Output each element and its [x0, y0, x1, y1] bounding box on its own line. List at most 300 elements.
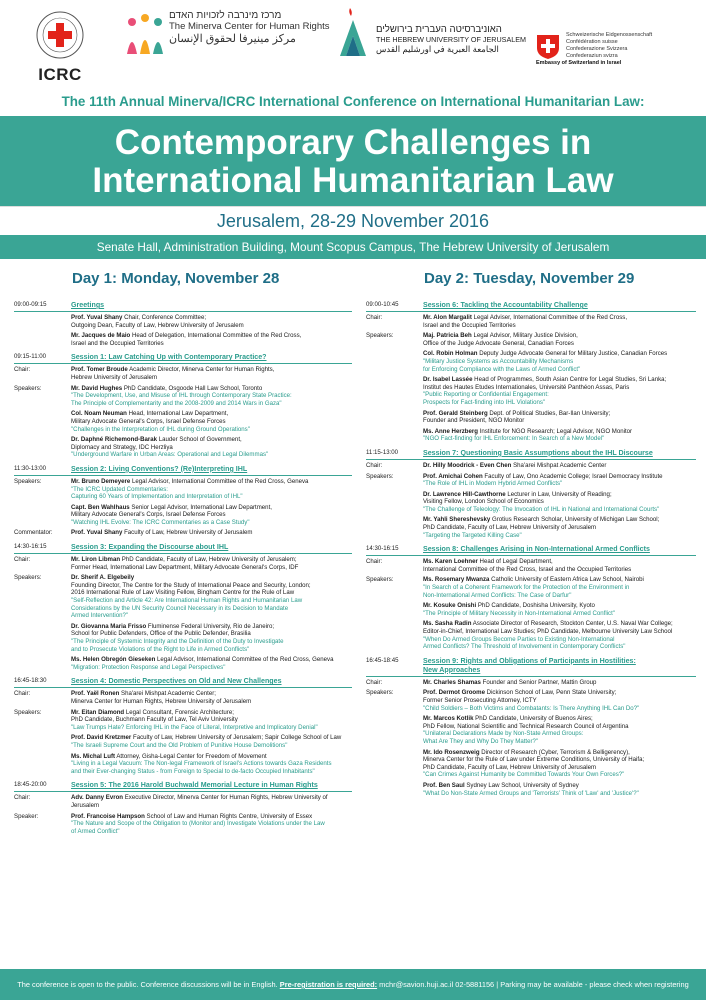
role-row [14, 709, 352, 779]
icrc-logo [20, 10, 100, 85]
talk-title: of Armed Conflict" [71, 827, 120, 835]
role-row [14, 385, 352, 462]
participant-name: Mr. Kosuke Onishi [423, 602, 477, 610]
participant-line [71, 366, 352, 374]
role-people [71, 794, 352, 812]
role-people [71, 529, 352, 540]
session-divider [366, 311, 696, 312]
session-title: Session 9: Rights and Obligations of Participants in Hostilities: [423, 656, 636, 665]
talk-title: Prospects for Fact-finding into IHL Violations" [423, 398, 546, 406]
participant-line [71, 813, 352, 821]
participant-line [423, 689, 696, 697]
participant-line [71, 753, 352, 761]
role-people [71, 813, 352, 839]
session-time: 11:15-13:00 [366, 448, 399, 456]
participant-name: Prof. Yuval Shany [71, 529, 123, 537]
participant-name: Ms. Anne Herzberg [423, 427, 478, 435]
session-title-wrap [71, 301, 352, 310]
participant-line [423, 350, 696, 358]
minerva-hebrew: מרכז מינרבה לזכויות האדם [169, 10, 282, 21]
talk-title: "Watching IHL Evolve: The ICRC Commentaries as a Case Study" [71, 518, 250, 526]
participant-affiliation: Minerva Center for the Rule of Law under Extreme Conditions, University of Haifa; [423, 756, 645, 764]
day2-column [366, 270, 696, 803]
participant [423, 602, 696, 617]
session-header-row [366, 545, 696, 554]
participant-line [423, 602, 696, 610]
session-header-row [366, 449, 696, 458]
huji-english: THE HEBREW UNIVERSITY OF JERUSALEM [376, 35, 527, 44]
role-label: Speakers: [366, 689, 394, 697]
session-time: 16:45-18:30 [14, 677, 47, 685]
participant-line [423, 715, 696, 723]
session-title-wrap [71, 677, 352, 686]
participant [423, 782, 696, 797]
participant-affiliation: Editor-in-Chief, International Law Studies; PhD Candidate, Melbourne University Law School [423, 628, 673, 635]
participant-name: Ms. Helen Obregón Gieseken [71, 656, 156, 664]
session-block [366, 545, 696, 654]
participant-line [423, 462, 696, 470]
role-row [14, 529, 352, 540]
swiss-line: Confederaziun svizra [566, 53, 618, 59]
participant [423, 350, 696, 373]
talk-title: "Targeting the Targeted Killing Case" [423, 531, 522, 539]
participant-affiliation: Lauder School of Government, [157, 436, 242, 444]
role-row [366, 473, 696, 543]
talk-title: Non-International Armed Conflicts: The Case of Darfur" [423, 591, 572, 599]
session-title: Session 7: Questioning Basic Assumptions about the IHL Discourse [423, 448, 653, 457]
participant-name: Mr. Charles Shamas [423, 678, 481, 686]
participant-affiliation: Chair, Conference Committee; [122, 314, 207, 321]
session-block [14, 543, 352, 674]
huji-arabic: الجامعة العبرية في اورشليم القدس [376, 44, 499, 54]
participant-name: Mr. Liron Libman [71, 556, 121, 564]
role-people [71, 556, 352, 574]
participant [423, 749, 696, 779]
role-row [14, 690, 352, 708]
participant-affiliation: Head of Delegation, International Committee of the Red Cross, [130, 332, 302, 340]
role-people [71, 690, 352, 708]
session-title: Greetings [71, 301, 105, 309]
session-header-row [366, 301, 696, 310]
talk-title: "Law Trumps Hate? Enforcing IHL in the Face of Literal, Interpretive and Implicatory Denial" [71, 723, 318, 731]
participant-affiliation: Attorney, Gisha-Legal Center for Freedom of Movement [115, 752, 267, 760]
participant [71, 332, 352, 347]
session-block [14, 677, 352, 778]
participant [423, 410, 696, 425]
participant [423, 576, 696, 599]
participant-line [423, 516, 696, 524]
swiss-logo [536, 10, 696, 67]
swiss-line: Confederazione Svizzera [566, 46, 628, 52]
participant-name: Prof. Francoise Hampson [71, 812, 145, 820]
session-block [366, 301, 696, 446]
title-line-2: International Humanitarian Law [92, 161, 614, 200]
talk-title: and their Ever-changing Status - from Foreign to Special to de-facto Occupied Inhabitants" [71, 767, 315, 775]
talk-title: "Can Crimes Against Humanity be Committed Towards Your Own Forces?" [423, 771, 625, 779]
participant-name: Col. Robin Holman [423, 350, 478, 358]
participant [71, 556, 352, 571]
participant-line [423, 576, 696, 584]
participant-line [71, 656, 352, 664]
participant [423, 620, 696, 650]
role-label: Chair: [14, 556, 31, 564]
participant-affiliation: PhD Candidate, Faculty of Law, Hebrew University of Jerusalem [423, 524, 597, 532]
participant-affiliation: Founder and President, NGO Monitor [423, 417, 525, 425]
participant-affiliation: Office of the Judge Advocate General, Canadian Forces [423, 339, 574, 347]
swiss-line: Confédération suisse [566, 39, 618, 45]
role-row [366, 332, 696, 446]
session-divider [14, 475, 352, 476]
session-header-row [14, 781, 352, 790]
participant-name: Dr. Lawrence Hill-Cawthorne [423, 490, 506, 498]
participant-affiliation: Faculty of Law, Hebrew University of Jerusalem; Sapir College School of Law [131, 734, 342, 742]
participant-name: Mr. Alon Margalit [423, 314, 472, 321]
session-title: Session 5: The 2016 Harold Buchwald Memorial Lecture in Human Rights [71, 781, 318, 790]
participant-line [423, 620, 696, 628]
participant-name: Mr. David Hughes [71, 384, 123, 392]
talk-title: "Military Justice Systems as Accountability Mechanisms [423, 357, 574, 365]
participant-affiliation: Legal Advisor, Military Justice Division, [471, 332, 578, 340]
participant-affiliation: Head of Legal Department, [477, 558, 553, 566]
session-title-wrap [71, 543, 352, 552]
participant [423, 516, 696, 539]
participant-affiliation: PhD Candidate, Faculty of Law, Hebrew University of Jerusalem; [120, 556, 297, 564]
participant-line [423, 473, 696, 481]
conference-subtitle: The 11th Annual Minerva/ICRC International Conference on International Humanitarian Law: [61, 94, 645, 109]
participant-affiliation: Deputy Judge Advocate General for Military Justice, Canadian Forces [477, 350, 668, 358]
role-row [366, 558, 696, 576]
session-divider [14, 311, 352, 312]
role-label: Chair: [366, 678, 383, 686]
participant-line [71, 623, 352, 631]
talk-title: "The Israeli Supreme Court and the Old Problem of Punitive House Demolitions" [71, 741, 288, 749]
session-title: Session 6: Tackling the Accountability Challenge [423, 301, 588, 309]
role-label: Speakers: [366, 576, 394, 584]
session-divider [14, 363, 352, 364]
minerva-arabic: مركز مينيرفا لحقوق الإنسان [169, 33, 296, 45]
huji-logo [336, 10, 526, 62]
role-label [14, 314, 71, 350]
participant-line [71, 709, 352, 717]
participant [423, 332, 696, 347]
participant [71, 410, 352, 433]
participant [423, 473, 696, 488]
participant-line [71, 314, 352, 322]
participant [71, 813, 352, 836]
role-label: Chair: [366, 558, 383, 566]
participant-affiliation: PhD Candidate, Faculty of Law, Hebrew University of Jerusalem [423, 763, 597, 771]
session-divider [14, 687, 352, 688]
participant-name: Mr. Marcos Kotlik [423, 715, 474, 723]
participant-affiliation: Israel and the Occupied Territories [423, 321, 516, 329]
role-label: Chair: [14, 690, 31, 698]
participant-name: Ms. Karen Loehner [423, 558, 478, 566]
participant-name: Capt. Ben Wahlhaus [71, 503, 130, 511]
role-people [423, 689, 696, 800]
role-people [71, 385, 352, 462]
swiss-shield-icon [536, 34, 560, 60]
participant-name: Prof. Amichai Cohen [423, 472, 483, 480]
role-label: Speaker: [14, 812, 39, 820]
participant-affiliation: Visiting Fellow, London School of Economics [423, 498, 544, 506]
participant-name: Dr. Sherif A. Elgebeily [71, 574, 135, 582]
session-block [14, 353, 352, 462]
role-label: Speakers: [14, 384, 42, 392]
participant-affiliation: Legal Adviser, International Committee of the Red Cross, [471, 314, 628, 321]
title-line-1: Contemporary Challenges in [114, 123, 592, 162]
talk-title: "The Development, Use, and Misuse of IHL through Contemporary State Practice: [71, 392, 292, 400]
talk-title: "In Search of a Coherent Framework for the Protection of the Environment in [423, 584, 630, 592]
participant [423, 462, 696, 470]
participant-line [423, 491, 696, 499]
role-row [366, 689, 696, 800]
session-block [366, 449, 696, 542]
role-people [71, 574, 352, 674]
role-label: Chair: [366, 314, 383, 321]
participant-affiliation: Institut des Hautes Etudes Internationales, Université Panthéon Assas, Paris [423, 383, 630, 391]
session-title: Session 3: Expanding the Discourse about IHL [71, 543, 229, 552]
role-label: Commentator: [14, 529, 53, 537]
participant-name: Dr. Hilly Moodrick - Even Chen [423, 461, 512, 469]
participant [423, 314, 696, 329]
talk-title: "Self-Reflection and Article 42: Are International Human Rights and Humanitarian Law [71, 597, 303, 605]
participant [71, 690, 352, 705]
participant-line [71, 794, 352, 809]
participant-affiliation: Associate Director of Research, Stockton Center, U.S. Naval War College; [471, 620, 673, 628]
participant [71, 504, 352, 527]
participant-affiliation: Hebrew University of Jerusalem [71, 373, 158, 381]
participant-affiliation: Director of Research (Cyber, Terrorism & Belligerency), [479, 748, 630, 756]
session-title-wrap [71, 353, 352, 362]
talk-title: "Migration: Protection Response and Legal Perspectives" [71, 663, 226, 671]
participant-name: Prof. David Kretzmer [71, 734, 132, 742]
participant-affiliation: Former Head, International Law Department, Military Advocate General's Corps, IDF [71, 563, 299, 571]
session-time: 14:30-16:15 [366, 545, 399, 553]
session-divider [14, 553, 352, 554]
session-title: New Approaches [423, 665, 481, 674]
venue-line: Senate Hall, Administration Building, Mount Scopus Campus, The Hebrew University of Jerusalem [0, 235, 706, 259]
talk-title: Capturing 60 Years of Implementation and Interpretation of IHL" [71, 493, 243, 501]
role-row [14, 556, 352, 574]
session-time: 16:45-18:45 [366, 656, 399, 664]
participant-affiliation: Sydney Law School, University of Sydney [464, 781, 579, 789]
participant-line [71, 478, 352, 486]
role-row [366, 679, 696, 690]
participant-line [71, 529, 352, 537]
role-row [366, 314, 696, 332]
participant-affiliation: Legal Consultant, Forensic Architecture; [124, 708, 234, 716]
session-title-wrap [423, 301, 696, 310]
participant-line [71, 556, 352, 564]
participant [71, 656, 352, 671]
talk-title: "Challenges in the Interpretation of IHL during Ground Operations" [71, 425, 250, 433]
role-people [71, 709, 352, 779]
participant [71, 709, 352, 732]
participant-name: Prof. Tomer Broude [71, 366, 128, 374]
session-title: Session 4: Domestic Perspectives on Old and New Challenges [71, 677, 282, 686]
session-divider [366, 555, 696, 556]
participant-line [423, 782, 696, 790]
session-time: 14:30-16:15 [14, 543, 47, 551]
session-title: Session 1: Law Catching Up with Contemporary Practice? [71, 353, 267, 362]
participant-affiliation: School for Public Defenders, Office of the Public Defender, Brasilia [71, 630, 251, 638]
talk-title: "NGO Fact-finding for IHL Enforcement: In Search of a New Model" [423, 435, 605, 443]
session-title-wrap [71, 781, 352, 790]
talk-title: "What Do Non-State Armed Groups and 'Terrorists' Think of 'Law' and 'Justice'?" [423, 789, 639, 797]
talk-title: "The ICRC Updated Commentaries: [71, 485, 168, 493]
session-divider [366, 459, 696, 460]
day2-heading: Day 2: Tuesday, November 29 [424, 270, 635, 287]
role-row [14, 794, 352, 812]
participant-name: Prof. Ben Saul [423, 781, 465, 789]
day1-heading: Day 1: Monday, November 28 [72, 270, 280, 287]
participant-affiliation: Executive Director, Minerva Center for Human Rights, Hebrew University of Jerusalem [71, 794, 328, 809]
participant-name: Dr. Isabel Lassée [423, 376, 473, 384]
footer-contact: mchr@savion.huji.ac.il 02-5881156 | Parking may be available - please check when registering [377, 980, 689, 989]
talk-title: "The Nature and Scope of the Obligation to (Monitor and) Investigate Violations under the Law [71, 820, 325, 828]
red-cross-icon [35, 10, 85, 60]
participant [71, 385, 352, 408]
talk-title: "Living in a Legal Vacuum: The Non-legal Framework of Israel's Actions towards Gaza Residents [71, 760, 332, 768]
session-block [14, 465, 352, 540]
title-band [0, 116, 706, 206]
participant-affiliation: Head of Programmes, South Asian Centre for Legal Studies, Sri Lanka; [472, 376, 667, 384]
participant [423, 491, 696, 514]
role-label: Speakers: [366, 332, 394, 340]
participant-line [71, 690, 352, 698]
participant-affiliation: Grotius Research Scholar, University of Michigan Law School; [490, 516, 660, 524]
role-people [423, 473, 696, 543]
participant-affiliation: Military Advocate General's Corps, Israel Defense Forces [71, 511, 226, 519]
participant-affiliation: School of Law and Human Rights Centre, University of Essex [144, 812, 313, 820]
participant-name: Mr. Bruno Demeyere [71, 477, 131, 485]
role-row [366, 576, 696, 653]
session-title: Session 2: Living Conventions? (Re)Interpreting IHL [71, 464, 248, 473]
talk-title: Considerations by the UN Security Council Necessary in its Decision to Mandate [71, 604, 289, 612]
participant-line [423, 558, 696, 566]
participant-affiliation: PhD Fellow, National Scientific and Technical Research Council of Argentina [423, 722, 629, 730]
participant-line [423, 749, 696, 757]
role-people [71, 314, 352, 350]
participant-affiliation: Founding Director, The Centre for the Study of International Peace and Security, London; [71, 581, 311, 589]
talk-title: and to Prosecute Violations of the Right to Life in Armed Conflicts" [71, 645, 250, 653]
session-title-wrap [423, 657, 696, 675]
participant-line [423, 376, 696, 384]
participant [423, 679, 696, 687]
date-line: Jerusalem, 28-29 November 2016 [0, 206, 706, 235]
participant [423, 428, 696, 443]
role-row [14, 574, 352, 674]
participant [71, 478, 352, 501]
talk-title: "The Role of IHL in Modern Hybrid Armed Conflicts" [423, 480, 563, 488]
role-label: Speakers: [14, 708, 42, 716]
session-header-row [14, 465, 352, 474]
talk-title: "Public Reporting or Confidential Engagement: [423, 391, 549, 399]
participant-line [423, 332, 696, 340]
participant [71, 436, 352, 459]
participant-name: Ms. Michal Luft [71, 752, 116, 760]
role-row [14, 314, 352, 350]
talk-title: "When Do Armed Groups Become Parties to Existing Non-International [423, 635, 615, 643]
participant [423, 376, 696, 406]
session-block [14, 781, 352, 838]
participant-line [71, 436, 352, 444]
logo-bar [0, 0, 706, 86]
participant [423, 715, 696, 745]
participant-name: Mr. Jacques de Maio [71, 332, 131, 340]
swiss-line: Schweizerische Eidgenossenschaft [566, 32, 653, 38]
talk-title: "The Challenge of Teleology: The Invocation of IHL in National and International Courts" [423, 505, 660, 513]
role-people [71, 478, 352, 530]
participant-affiliation: PhD Candidate, University of Buenos Aires; [473, 715, 593, 723]
participant-affiliation: Sha'arei Mishpat Academic Center; [119, 690, 216, 698]
participant-affiliation: Minerva Center for Human Rights, Hebrew University of Jerusalem [71, 697, 252, 705]
participant-affiliation: Head, International Law Department, [126, 410, 229, 418]
participant-line [423, 428, 696, 436]
participant-affiliation: Diplomacy and Strategy, IDC Herzliya [71, 443, 173, 451]
participant [71, 734, 352, 749]
participant-affiliation: Faculty of Law, Ono Academic College; Israel Democracy Institute [482, 472, 663, 480]
minerva-logo [124, 10, 330, 58]
participant-line [423, 679, 696, 687]
role-row [14, 366, 352, 384]
participant-name: Maj. Patricia Beh [423, 332, 472, 340]
talk-title: "The Principle of Military Necessity in Non-International Armed Conflict" [423, 609, 615, 617]
huji-hebrew: האוניברסיטה העברית בירושלים [376, 24, 502, 35]
participant-line [423, 314, 696, 322]
day2-sessions [366, 301, 696, 800]
participant-affiliation: 2016 International Rule of Law Visiting Fellow, Bingham Centre for the Rule of Law [71, 589, 295, 597]
participant [71, 366, 352, 381]
participant-affiliation: Lecturer in Law, University of Reading; [505, 490, 612, 498]
participant-affiliation: Faculty of Law, Hebrew University of Jerusalem [122, 529, 253, 537]
participant-name: Dr. Daphné Richemond-Barak [71, 436, 158, 444]
session-header-row [14, 543, 352, 552]
participant-name: Prof. Dermot Groome [423, 689, 485, 697]
participant [423, 689, 696, 712]
session-header-row [14, 353, 352, 362]
participant-affiliation: PhD Candidate, Osgoode Hall Law School, Toronto [122, 384, 263, 392]
talk-title: "Unilateral Declarations Made by Non-State Armed Groups: [423, 730, 584, 738]
participant-name: Mr. Ido Rosenzweig [423, 748, 480, 756]
talk-title: The Principle of Complementarity and the 2008-2009 and 2014 Wars in Gaza" [71, 399, 282, 407]
participant-line [71, 734, 352, 742]
registration-notice: Pre-registration is required: [279, 980, 378, 989]
participant [71, 623, 352, 653]
participant-affiliation: Military Advocate General's Corps, Israel Defense Forces [71, 417, 226, 425]
participant-affiliation: Israel and the Occupied Territories [71, 339, 164, 347]
talk-title: "The Principle of Systemic Integrity and the Definition of the Duty to Investigate [71, 638, 284, 645]
participant-line [71, 574, 352, 582]
participant [423, 558, 696, 573]
day1-column [14, 270, 352, 841]
participant-name: Dr. Giovanna Maria Frisso [71, 622, 147, 630]
participant-line [423, 410, 696, 418]
participant-name: Col. Noam Neuman [71, 410, 127, 418]
session-time: 09:15-11:00 [14, 353, 47, 361]
session-time: 09:00-09:15 [14, 301, 47, 308]
participant-affiliation: Institute for NGO Research; Legal Advisor, NGO Monitor [477, 427, 633, 435]
session-block [366, 657, 696, 800]
session-header-row [366, 657, 696, 675]
session-title: Session 8: Challenges Arising in Non-International Armed Conflicts [423, 545, 650, 554]
participant-line [71, 504, 352, 512]
participant-affiliation: Former Senior Prosecuting Attorney, ICTY [423, 696, 537, 704]
role-label: Speakers: [14, 477, 42, 485]
participant [71, 529, 352, 537]
footer-info: The conference is open to the public. Conference discussions will be in English. [17, 980, 280, 989]
role-people [423, 679, 696, 690]
